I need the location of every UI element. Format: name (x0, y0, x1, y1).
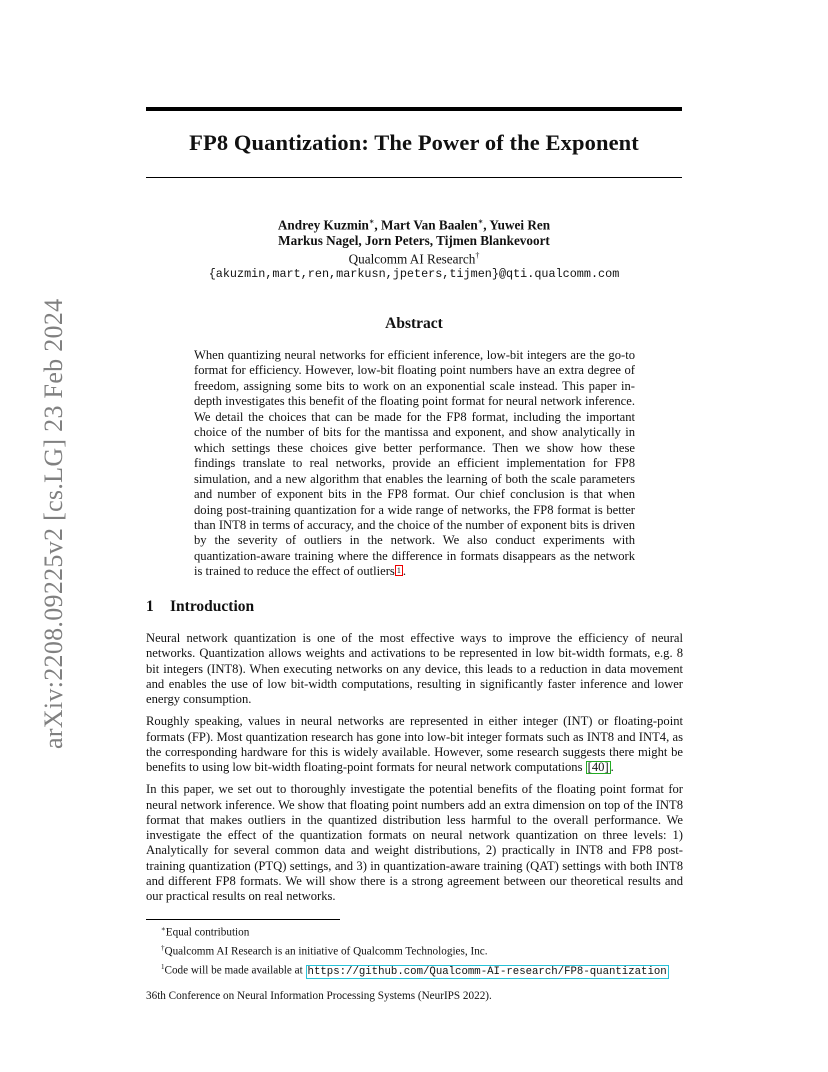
author-mark: ∗ (477, 217, 484, 226)
author-name: Yuwei Ren (489, 217, 551, 233)
author-emails: {akuzmin,mart,ren,markusn,jpeters,tijmen}@qti.qualcomm.com (208, 267, 620, 282)
section-number: 1 (146, 598, 154, 615)
paper-title: FP8 Quantization: The Power of the Exponent (189, 130, 639, 155)
affiliation-name: Qualcomm AI Research (348, 251, 476, 267)
footnote (161, 941, 691, 960)
citation-link[interactable]: [40] (587, 760, 609, 775)
footnote-link[interactable]: 1 (396, 566, 401, 576)
author-name: Andrey Kuzmin (277, 217, 369, 233)
title-bottom-rule (146, 177, 682, 178)
footnote (161, 960, 691, 980)
section-body (146, 631, 683, 911)
affiliation-mark: † (475, 251, 480, 261)
abstract-heading: Abstract (385, 315, 443, 332)
abstract-text: When quantizing neural networks for efficient inference, low-bit integers are the go-to format for efficiency. However, low-bit floating point numbers have an extra degree of freedom, assigning some bits to work on an exponential scale instead. This paper in-depth investigates this benefit of the floating point format for neural network inference. We detail the choices that can be made for the FP8 format, including the important choice of the number of bits for the mantissa and exponent, and show analytically in which settings these choices give better performance. Then we show how these findings translate to real networks, provide an efficient implementation for FP8 simulation, and a new algorithm that enables the learning of both the scale parameters and number of exponent bits in the FP8 format. Our chief conclusion is that when doing post-training quantization for a wide range of networks, the FP8 format is better than INT8 in terms of accuracy, and the choice of the number of exponent bits is driven by the severity of outliers in the network. We also conduct experiments with quantization-aware training where the difference in formats disappears as the network is trained to reduce the effect of outliers (194, 348, 635, 579)
footnote-mark: ∗ (161, 925, 166, 933)
author-name: Mart Van Baalen (381, 217, 478, 233)
footnote-mark: † (161, 943, 165, 952)
abstract-body (194, 348, 635, 580)
footnote-text: Qualcomm AI Research is an initiative of Qualcomm Technologies, Inc. (164, 945, 488, 958)
footnote-mark: 1 (161, 962, 165, 971)
title-top-rule (146, 107, 682, 111)
paragraph-text: Roughly speaking, values in neural networks are represented in either integer (INT) or floating-point formats (FP). Most quantization research has gone into low-bit integer formats such as INT8 and INT4, as the corresponding hardware for this is widely available. However, some research suggests there might be benefits to using low bit-width floating-point formats for neural network computations (146, 714, 683, 775)
author-line-1: Andrey Kuzmin∗, Mart Van Baalen∗, Yuwei Ren (277, 217, 551, 233)
affiliation (146, 248, 682, 267)
abstract-end: . (402, 564, 406, 579)
footnote (161, 922, 691, 941)
author-mark: ∗ (368, 217, 375, 226)
footnote-text: Code will be made available at (164, 964, 306, 977)
arxiv-stamp: arXiv:2208.09225v2 [cs.LG] 23 Feb 2024 (39, 298, 68, 750)
author-line-2: Markus Nagel, Jorn Peters, Tijmen Blankevoort (278, 232, 550, 248)
paragraph: Neural network quantization is one of the most effective ways to improve the efficiency of neural networks. Quantization allows weights and activations to be represented in low bit-width formats, e.g. 8 bit integers (INT8). When executing networks on any device, this leads to a reduction in data movement and enables the use of low bit-width computations, resulting in significantly faster inference and lower energy consumption. (146, 631, 683, 707)
footnote-rule (146, 919, 340, 920)
conference-note: 36th Conference on Neural Information Processing Systems (NeurIPS 2022). (146, 990, 492, 1002)
footnote-text: Equal contribution (165, 926, 250, 939)
code-url-link[interactable]: https://github.com/Qualcomm-AI-research/FP8-quantization (307, 965, 667, 978)
author-block (146, 214, 682, 283)
paragraph (146, 714, 683, 775)
section-heading (146, 598, 254, 616)
paragraph-end: . (610, 760, 614, 775)
footnotes (161, 922, 691, 980)
paragraph: In this paper, we set out to thoroughly investigate the potential benefits of the floating point format for neural network inference. We show that floating point numbers add an extra dimension on top of the INT8 format that makes outliers in the quantized distribution less harmful to the overall performance. We investigate the effect of the quantization formats on neural network quantization on three levels: 1) Analytically for several common data and weight distributions, 2) practically in INT8 and FP8 post-training quantization (PTQ) settings, and 3) in quantization-aware training (QAT) settings with both INT8 and different FP8 formats. We will show there is a strong agreement between our theoretical results and our practical results on real networks. (146, 782, 683, 904)
section-title: Introduction (170, 598, 255, 615)
